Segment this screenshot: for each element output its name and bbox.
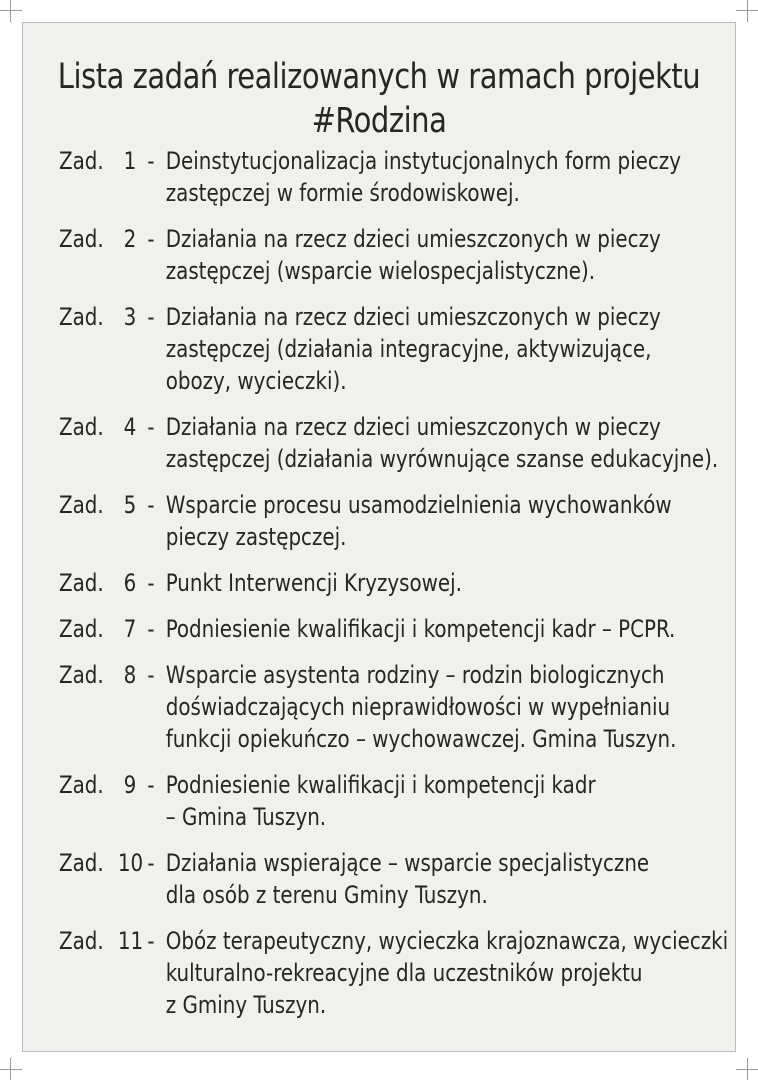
task-prefix: Zad. <box>59 615 104 643</box>
task-number: 10 <box>117 849 144 877</box>
task-prefix: Zad. <box>59 147 104 175</box>
task-separator: - <box>147 771 155 799</box>
task-prefix: Zad. <box>59 661 104 689</box>
task-description <box>166 847 729 911</box>
task-description <box>166 613 729 645</box>
task-item <box>59 613 729 645</box>
task-separator: - <box>147 615 155 643</box>
task-prefix: Zad. <box>59 225 104 253</box>
task-description-line: Deinstytucjonalizacja instytucjonalnych form pieczy <box>165 147 681 175</box>
task-description <box>166 145 729 209</box>
task-separator: - <box>147 491 155 519</box>
task-description-line: Działania na rzecz dzieci umieszczonych w pieczy <box>165 413 661 441</box>
crop-mark <box>0 10 22 11</box>
crop-mark <box>10 1058 11 1080</box>
crop-mark <box>747 0 748 22</box>
task-description <box>166 659 729 755</box>
task-item <box>59 659 729 755</box>
task-item <box>59 925 729 1021</box>
task-description <box>166 411 729 475</box>
task-prefix: Zad. <box>59 413 104 441</box>
crop-mark <box>0 1069 22 1070</box>
task-description-line: obozy, wycieczki). <box>165 367 347 395</box>
task-item <box>59 411 729 475</box>
task-description-line: zastępczej w formie środowiskowej. <box>165 179 520 207</box>
task-description-line: Wsparcie asystenta rodziny – rodzin biologicznych <box>165 661 665 689</box>
task-description <box>166 489 729 553</box>
task-description-line: Działania na rzecz dzieci umieszczonych w pieczy <box>165 225 661 253</box>
task-number: 3 <box>123 303 137 331</box>
task-number: 11 <box>117 927 144 955</box>
task-description-line: Podniesienie kwalifikacji i kompetencji kadr – PCPR. <box>165 615 676 643</box>
task-description-line: z Gminy Tuszyn. <box>165 991 327 1019</box>
task-description-line: Podniesienie kwalifikacji i kompetencji kadr <box>165 771 596 799</box>
task-description-line: dla osób z terenu Gminy Tuszyn. <box>165 881 488 909</box>
task-description <box>166 223 729 287</box>
task-description <box>166 769 729 833</box>
task-description <box>166 567 729 599</box>
task-separator: - <box>147 661 155 689</box>
task-description-line: kulturalno-rekreacyjne dla uczestników projektu <box>165 959 643 987</box>
task-description-line: Wsparcie procesu usamodzielnienia wychowanków <box>165 491 672 519</box>
task-number: 9 <box>123 771 137 799</box>
task-separator: - <box>147 147 155 175</box>
task-separator: - <box>147 849 155 877</box>
task-number: 8 <box>123 661 137 689</box>
task-separator: - <box>147 569 155 597</box>
task-separator: - <box>147 303 155 331</box>
crop-mark <box>747 1058 748 1080</box>
task-item <box>59 567 729 599</box>
task-item <box>59 489 729 553</box>
task-prefix: Zad. <box>59 303 104 331</box>
title-line-2: #Rodzina <box>311 101 447 141</box>
task-list <box>59 145 729 1035</box>
task-prefix: Zad. <box>59 927 104 955</box>
document-sheet <box>22 22 736 1052</box>
task-separator: - <box>147 413 155 441</box>
task-item <box>59 847 729 911</box>
task-item <box>59 145 729 209</box>
page-title <box>51 55 706 143</box>
task-item <box>59 223 729 287</box>
task-description-line: zastępczej (wsparcie wielospecjalistyczne). <box>165 257 596 285</box>
task-number: 7 <box>123 615 137 643</box>
task-number: 4 <box>123 413 137 441</box>
task-number: 2 <box>123 225 137 253</box>
task-description-line: – Gmina Tuszyn. <box>165 803 327 831</box>
task-description-line: Punkt Interwencji Kryzysowej. <box>165 569 462 597</box>
task-description <box>166 925 729 1021</box>
crop-mark <box>10 0 11 22</box>
task-separator: - <box>147 927 155 955</box>
task-description-line: zastępczej (działania wyrównujące szanse edukacyjne). <box>165 445 719 473</box>
task-description-line: Obóz terapeutyczny, wycieczka krajoznawcza, wycieczki <box>165 927 729 955</box>
task-prefix: Zad. <box>59 569 104 597</box>
task-prefix: Zad. <box>59 491 104 519</box>
task-description-line: Działania na rzecz dzieci umieszczonych w pieczy <box>165 303 661 331</box>
task-prefix: Zad. <box>59 849 104 877</box>
task-number: 1 <box>123 147 137 175</box>
task-description-line: doświadczających nieprawidłowości w wypełnianiu <box>165 693 671 721</box>
task-number: 6 <box>123 569 137 597</box>
title-line-1: Lista zadań realizowanych w ramach projektu <box>57 57 701 97</box>
task-item <box>59 301 729 397</box>
task-number: 5 <box>123 491 137 519</box>
task-separator: - <box>147 225 155 253</box>
task-description-line: zastępczej (działania integracyjne, aktywizujące, <box>165 335 652 363</box>
task-description-line: Działania wspierające – wsparcie specjalistyczne <box>165 849 650 877</box>
task-description-line: funkcji opiekuńczo – wychowawczej. Gmina Tuszyn. <box>165 725 677 753</box>
task-description <box>166 301 729 397</box>
task-item <box>59 769 729 833</box>
task-prefix: Zad. <box>59 771 104 799</box>
task-description-line: pieczy zastępczej. <box>165 523 347 551</box>
